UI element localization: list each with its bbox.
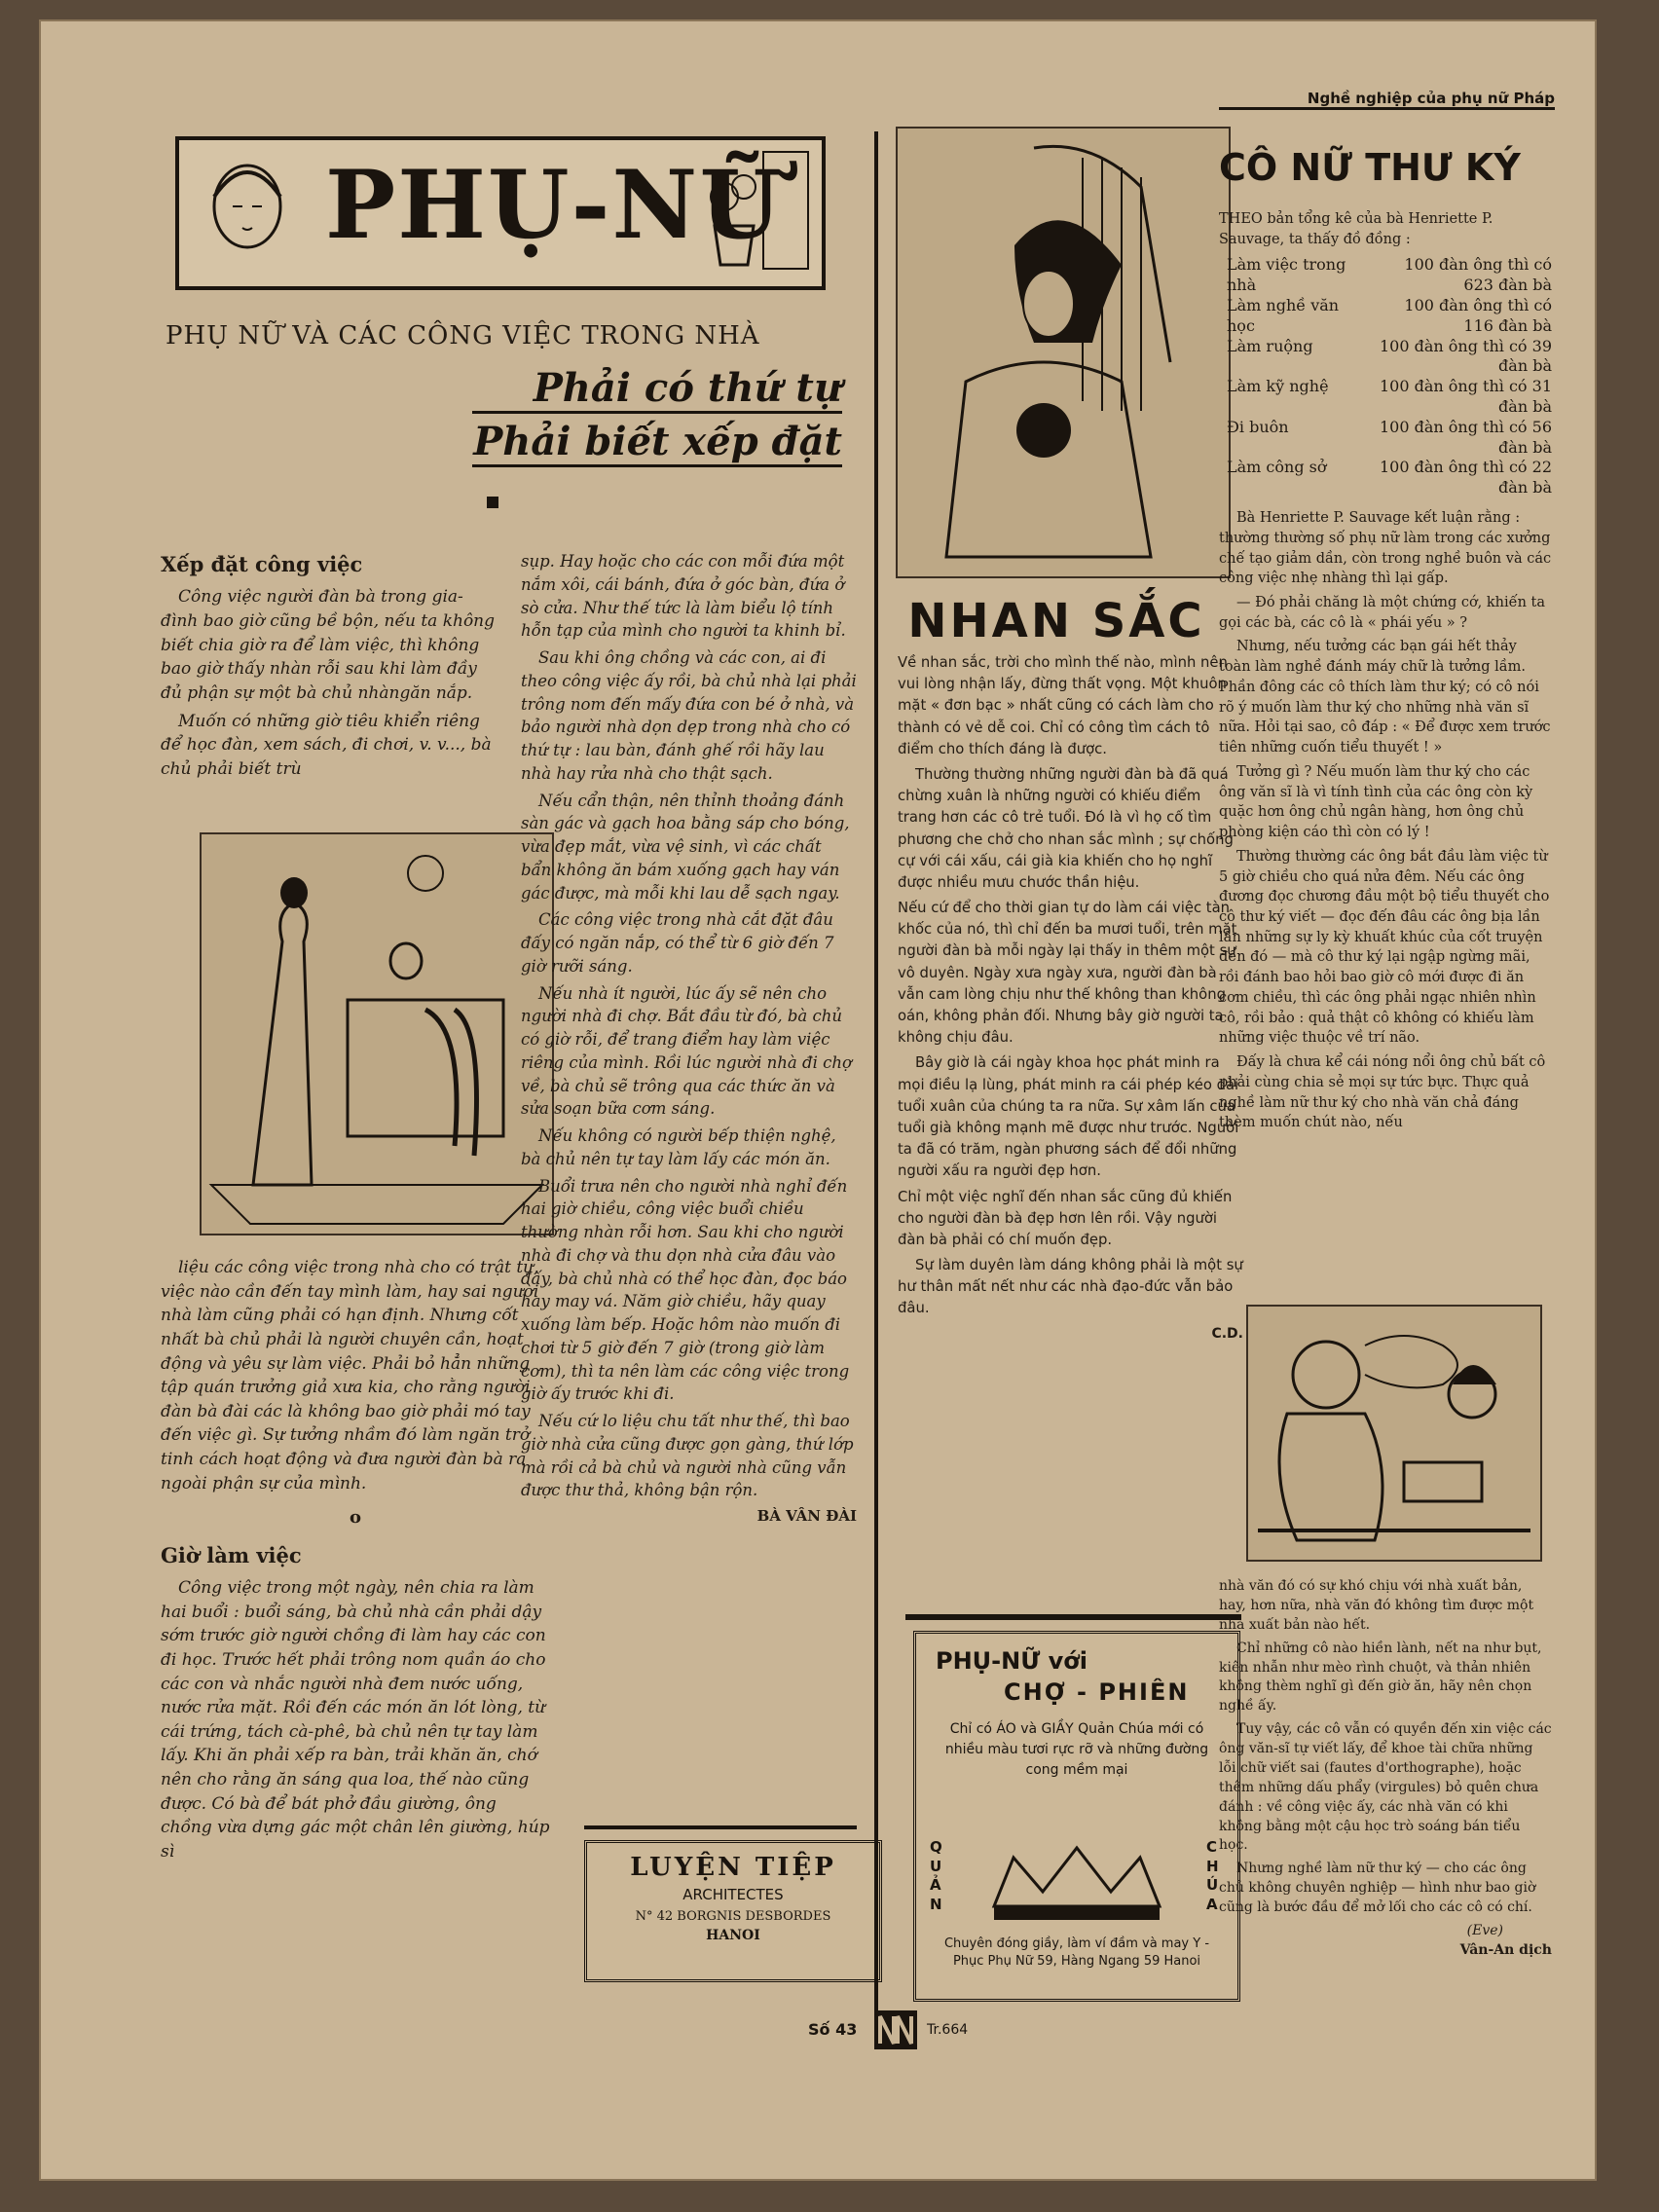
paragraph: Tuy vậy, các cô vẫn có quyền đến xin việc các ông văn-sĩ tự viết lấy, để khoe tài chữa những lỗi chữ viết sai (fautes d'orthographe), hoặc thêm những dấu phẩy (virgules) bỏ quên chưa đánh : về công việc ấy, các nhà văn có khi không bằng một cậu học trò soáng bán tiểu học.: [1219, 1721, 1552, 1854]
section-title: PHỤ NỮ VÀ CÁC CÔNG VIỆC TRONG NHÀ: [166, 321, 760, 350]
ngay-nay-logo-icon: [874, 2010, 917, 2049]
co-nu-thu-ky-title: CÔ NỮ THƯ KÝ: [1219, 146, 1521, 189]
paragraph: Bà Henriette P. Sauvage kết luận rằng : thường thường số phụ nữ làm trong các xưởng chế tạo giảm dần, còn trong nghề buôn và các công việc nhẹ nhàng thì lại gấp.: [1219, 510, 1552, 587]
ad-line: HANOI: [706, 1928, 760, 1943]
ad-footer: Chuyên đóng giầy, làm ví đầm và may Y - Phục Phụ Nữ 59, Hàng Ngang 59 Hanoi: [943, 1936, 1210, 1970]
stat-row: [1227, 296, 1552, 337]
paragraph: Đấy là chưa kể cái nóng nổi ông chủ bất cô phải cùng chia sẻ mọi sự tức bực. Thực quả nghề làm nữ thư ký cho nhà văn chả đáng thèm muốn chút nào, nếu: [1219, 1054, 1546, 1131]
paragraph: nhà văn đó có sự khó chịu với nhà xuất bản, hay, hơn nữa, nhà văn đó không tìm được một nhà xuất bản nào hết.: [1219, 1578, 1534, 1633]
stat-label: Đi buôn: [1227, 417, 1289, 436]
signature: C.D.: [1211, 1325, 1243, 1342]
right-column: [1219, 209, 1552, 1137]
paragraph: Chỉ một việc nghĩ đến nhan sắc cũng đủ khiến cho người đàn bà đẹp hơn lên rồi. Vậy người đàn bà phải có chí muốn đẹp.: [898, 1188, 1233, 1248]
paragraph: Muốn có những giờ tiêu khiển riêng để học đàn, xem sách, đi chơi, v. v..., bà chủ phải biết trù: [161, 711, 492, 779]
phu-nu-masthead: [175, 136, 826, 290]
paragraph: Sự làm duyên làm dáng không phải là một sự hư thân mất nết như các nhà đạo-đức vẫn bảo đâu.: [898, 1257, 1243, 1317]
stat-value: 100 đàn ông thì có 31 đàn bà: [1379, 377, 1552, 417]
stat-value: 100 đàn ông thì có 22 đàn bà: [1379, 458, 1552, 498]
ad-text: Chỉ có ÁO và GIẦY Quản Chúa mới có nhiều màu tươi rực rỡ và những đường cong mềm mại: [944, 1721, 1209, 1778]
paragraph: Các công việc trong nhà cắt đặt đâu đấy có ngăn nắp, có thể từ 6 giờ đến 7 giờ rưỡi sáng.: [521, 910, 834, 976]
paragraph: Nếu cứ để cho thời gian tự do làm cái việc tàn khốc của nó, thì chỉ đến ba mươi tuổi, trên mặt người đàn bà mỗi ngày lại thấy in thêm một sự vô duyên. Ngày xưa ngày xưa, người đàn bà vẫn cam lòng chịu như thế không than không oán, không phản đối. Nhưng bây giờ người ta không chịu đâu.: [898, 900, 1237, 1047]
paragraph: Nếu cẩn thận, nên thỉnh thoảng đánh sàn gác và gạch hoa bằng sáp cho bóng, vừa đẹp mắt, vừa vệ sinh, vì các chất bẩn không ăn bám xuống gạch hay ván gác được, mà mỗi khi lau dễ sạch ngay.: [521, 791, 850, 903]
woman-portrait-illustration: [896, 127, 1231, 578]
kicker: Nghề nghiệp của phụ nữ Pháp: [1219, 90, 1555, 110]
separator: o: [349, 1507, 361, 1529]
nhan-sac-title: NHAN SẮC: [907, 594, 1205, 648]
masthead-title: PHỤ-NỮ: [325, 150, 783, 260]
bullet-square: [487, 497, 498, 508]
housewife-illustration: [200, 832, 554, 1235]
paragraph: liệu các công việc trong nhà cho có trật tự, việc nào cần đến tay mình làm, hay sai người nhà làm cũng phải có hạn định. Nhưng cốt nhất bà chủ phải là người chuyên cần, hoạt động và yêu sự làm việc. Phải bỏ hẳn những tập quán trưởng giả xưa kia, cho rằng người đàn bà đài các là không bao giờ phải mó tay đến việc gì. Sự tưởng nhầm đó làm ngăn trở tinh cách hoạt động và đưa người đàn bà ra ngoài phận sự của mình.: [161, 1258, 539, 1493]
signature: BÀ VÂN ĐÀI: [756, 1507, 857, 1525]
writer-secretary-cartoon: [1246, 1305, 1542, 1562]
stat-label: Làm kỹ nghệ: [1227, 377, 1329, 396]
flower-vase-icon: [685, 148, 812, 273]
stat-row: [1227, 418, 1552, 459]
paragraph: Nhưng, nếu tưởng các bạn gái hết thảy toàn làm nghề đánh máy chữ là tưởng lầm. Phần đông các cô thích làm thư ký; có cô nói rõ ý muốn làm thư ký cho những nhà văn sĩ nữa. Hỏi tại sao, cô đáp : « Để được xem trước tiên những cuốn tiểu thuyết ! »: [1219, 639, 1551, 756]
left-column-1b: [161, 1256, 550, 1868]
paragraph: Buổi trưa nên cho người nhà nghỉ đến hai giờ chiều, công việc buổi chiều thường nhàn rỗi hơn. Sau khi cho người nhà đi chợ và thu dọn nhà cửa đâu vào đấy, bà chủ nhà có thể học đàn, đọc báo hay may vá. Năm giờ chiều, hãy quay xuống làm bếp. Hoặc hôm nào muốn đi chơi từ 5 giờ đến 7 giờ (trong giờ làm cơm), thì ta nên làm các công việc trong giờ ấy trước khi đi.: [521, 1176, 850, 1404]
stat-label: Làm nghề văn học: [1227, 296, 1340, 335]
paragraph: Công việc trong một ngày, nên chia ra làm hai buổi : buổi sáng, bà chủ nhà cần phải dậy sớm trước giờ người chồng đi làm hay các con đi học. Trước hết phải trông nom quần áo cho các con và nhắc người nhà đem nước uống, nước rửa mặt. Rồi đến các món ăn lót lòng, từ cái trứng, tách cà-phê, bà chủ nên tự tay làm lấy. Khi ăn phải xếp ra bàn, trải khăn ăn, chớ nên cho rằng ăn sáng qua loa, thế nào cũng được. Có bà để bát phở đầu giường, ông chồng vừa dựng gác một chân lên giường, húp sì: [161, 1577, 550, 1862]
heading-arrange-work: Xếp đặt công việc: [161, 552, 363, 576]
stat-row: [1227, 337, 1552, 378]
right-column-2: [1219, 1577, 1552, 1961]
left-column-2: [521, 550, 857, 1528]
middle-column: [898, 652, 1243, 1345]
stat-row: [1227, 377, 1552, 418]
ad-side-right: CHÚA: [1206, 1838, 1219, 1913]
stat-label: Làm việc trong nhà: [1227, 255, 1346, 295]
paragraph: Sau khi ông chồng và các con, ai đi theo công việc ấy rồi, bà chủ nhà lại phải trông nom đến mấy đứa con bé ở nhà, và bảo người nhà dọn dẹp trong nhà cho có thứ tự : lau bàn, đánh ghế rồi hãy lau nhà hay rửa nhà cho thật sạch.: [521, 648, 857, 783]
paragraph: Nếu cứ lo liệu chu tất như thế, thì bao giờ nhà cửa cũng được gọn gàng, thứ lớp mà rồi cả bà chủ và người nhà cũng vẫn được thư thả, không bận rộn.: [521, 1412, 854, 1500]
woman-portrait-icon: [189, 148, 306, 273]
ad-title: CHỢ - PHIÊN: [1004, 1678, 1190, 1706]
stat-label: Làm ruộng: [1227, 336, 1313, 355]
architect-ad: [584, 1840, 882, 1982]
paragraph: Công việc người đàn bà trong gia-đình bao giờ cũng bề bộn, nếu ta không biết chia giờ ra để làm việc, thì không bao giờ thấy nhàn rỗi sau khi làm đầy đủ phận sự một bà chủ nhàngăn nắp.: [161, 587, 496, 703]
ad-title: PHỤ-NỮ với: [936, 1647, 1088, 1675]
subtitle-2: Phải biết xếp đặt: [472, 419, 842, 467]
paragraph: Nhưng nghề làm nữ thư ký — cho các ông chủ không chuyên nghiệp — hình như bao giờ cũng là bước đầu để mở lối cho các cô có chí.: [1219, 1861, 1536, 1915]
paragraph: — Đó phải chăng là một chứng cớ, khiến ta gọi các bà, các cô là « phái yếu » ?: [1219, 594, 1546, 631]
stat-value: 100 đàn ông thì có 56 đàn bà: [1379, 417, 1552, 457]
paragraph: Chỉ những cô nào hiền lành, nết na như bụt, kiên nhẫn như mèo rình chuột, và thản nhiên không thèm nghĩ gì đến giờ ăn, hãy nên chọn nghề ấy.: [1219, 1640, 1542, 1714]
paragraph: Bây giờ là cái ngày khoa học phát minh ra mọi điều lạ lùng, phát minh ra cái phép kéo dài tuổi xuân của chúng ta ra nữa. Sự xâm lấn của tuổi già không mạnh mẽ được như trước. Người ta đã có trăm, ngàn phương sách để đổi những người xấu ra người đẹp hơn.: [898, 1054, 1239, 1180]
ad-line: ARCHITECTES: [682, 1886, 784, 1903]
stat-row: [1227, 458, 1552, 498]
divider: [905, 1614, 1241, 1620]
left-column-1: [161, 550, 497, 786]
page-number: Tr.664: [927, 2022, 969, 2038]
subtitle-1: Phải có thứ tự: [472, 365, 842, 414]
credit: (Eve): [1466, 1922, 1503, 1938]
paragraph: Nếu nhà ít người, lúc ấy sẽ nên cho người nhà đi chợ. Bắt đầu từ đó, bà chủ có giờ rỗi, để trang điểm hay làm việc riêng của mình. Rồi lúc người nhà đi chợ về, bà chủ sẽ trông qua các thức ăn và sửa soạn bữa cơm sáng.: [521, 983, 852, 1119]
heading-working-hours: Giờ làm việc: [161, 1542, 302, 1567]
paragraph: Tưởng gì ? Nếu muốn làm thư ký cho các ông văn sĩ là vì tính tình của các ông còn kỳ quặc hơn ông chủ ngân hàng, hơn ông chủ phòng kiện cáo thì còn có lý !: [1219, 763, 1533, 841]
ad-name: LUYỆN TIỆP: [630, 1853, 836, 1882]
column-rule: [874, 131, 878, 2025]
translator: Vân-An dịch: [1459, 1941, 1552, 1958]
newspaper-page: [39, 19, 1597, 2181]
stat-value: 100 đàn ông thì có 623 đàn bà: [1404, 255, 1552, 295]
statistics-table: [1227, 255, 1552, 498]
paragraph: THEO bản tổng kê của bà Henriette P. Sauvage, ta thấy đồ đồng :: [1219, 211, 1493, 247]
paragraph: Thường thường các ông bắt đầu làm việc từ 5 giờ chiều cho quá nửa đêm. Nếu các ông đương đọc chương đầu một bộ tiểu thuyết cho cô thư ký viết — đọc đến đâu các ông bịa lần lần những sự ly kỳ khuất khúc của cốt truyện đến đó — mà cô thư ký lại ngập ngừng mãi, rồi đánh bao hỏi bao giờ cô mới được đi ăn cơm chiều, thì các ông phải ngạc nhiên nhìn cô, rồi bảo : quả thật cô không có khiếu làm những việc thuộc về trí não.: [1219, 848, 1550, 1047]
shoe-shop-ad: [913, 1631, 1240, 2002]
paragraph: sụp. Hay hoặc cho các con mỗi đứa một nắm xôi, cái bánh, đứa ở góc bàn, đứa ở sò cửa. Như thế tức là làm biểu lộ tính hỗn tạp của mình cho người ta khinh bỉ.: [521, 552, 846, 641]
issue-number: Số 43: [808, 2020, 858, 2039]
divider: [584, 1825, 857, 1829]
crown-icon: [984, 1838, 1169, 1926]
stat-label: Làm công sở: [1227, 458, 1327, 477]
paragraph: Nếu không có người bếp thiện nghệ, bà chủ nên tự tay làm lấy các món ăn.: [521, 1126, 836, 1168]
paragraph: Về nhan sắc, trời cho mình thế nào, mình nên vui lòng nhận lấy, đừng thất vọng. Một khuôn mặt « đơn bạc » nhất cũng có cách làm cho thành có vẻ dễ coi. Chỉ có công tìm cách tô điểm cho thích đáng là được.: [898, 654, 1228, 757]
ad-side-left: QUẢN: [930, 1838, 942, 1913]
stat-value: 100 đàn ông thì có 116 đàn bà: [1404, 296, 1552, 335]
stat-row: [1227, 255, 1552, 296]
paragraph: Thường thường những người đàn bà đã quá chừng xuân là những người có khiếu điểm trang hơn các cô trẻ tuổi. Đó là vì họ cố tìm phương che chở cho nhan sắc mình ; sự chống cự với cái xấu, cái già kia khiến cho họ nghĩ được nhiều mưu chước thần hiệu.: [898, 765, 1234, 891]
stat-value: 100 đàn ông thì có 39 đàn bà: [1379, 336, 1552, 376]
ad-line: N° 42 BORGNIS DESBORDES: [635, 1909, 831, 1924]
